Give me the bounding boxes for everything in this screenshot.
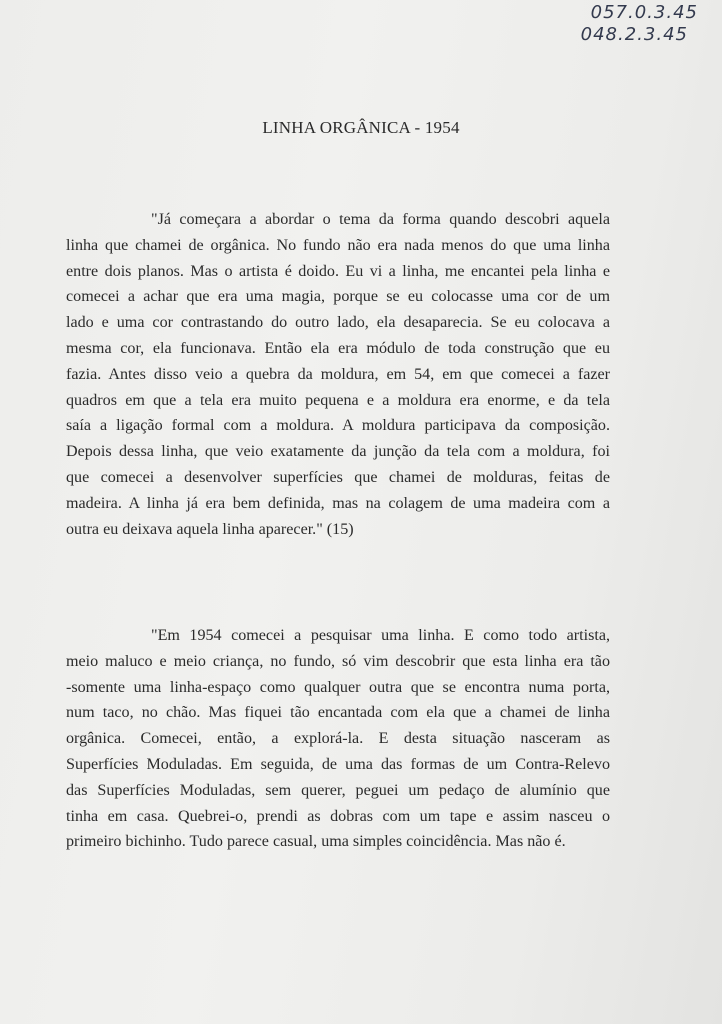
quote-paragraph-1 — [66, 207, 610, 542]
paragraph-line: primeiro bichinho. Tudo parece casual, uma simples coincidência. Mas não é. — [66, 833, 566, 851]
paragraph-line: das Superfícies Moduladas, sem querer, peguei um pedaço de alumínio que — [66, 781, 610, 799]
paragraph-line: "Já começara a abordar o tema da forma quando descobri aquela — [151, 211, 610, 228]
paragraph-line: que comecei a desenvolver superfícies que chamei de molduras, feitas de — [66, 468, 610, 486]
paragraph-line: fazia. Antes disso veio a quebra da moldura, em 54, em que comecei a fazer — [66, 365, 610, 383]
paragraph-line: num taco, no chão. Mas fiquei tão encantada com ela que a chamei de linha — [66, 704, 610, 722]
paragraph-line: mesma cor, ela funcionava. Então ela era módulo de toda construção que eu — [66, 339, 610, 357]
paragraph-line: linha que chamei de orgânica. No fundo não era nada menos do que uma linha — [66, 236, 610, 254]
paragraph-line: lado e uma cor contrastando do outro lado, ela desaparecia. Se eu colocava a — [66, 314, 610, 332]
paragraph-line: Superfícies Moduladas. Em seguida, de uma das formas de um Contra-Relevo — [66, 755, 610, 773]
handwritten-annotation — [580, 2, 698, 46]
annotation-line-2: 048.2.3.45 — [580, 24, 688, 45]
paragraph-line: comecei a achar que era uma magia, porque se eu colocasse uma cor de um — [66, 288, 610, 306]
paragraph-line: meio maluco e meio criança, no fundo, só vim descobrir que esta linha era tão — [66, 652, 610, 670]
paragraph-line: quadros em que a tela era muito pequena e a moldura era enorme, e da tela — [66, 391, 610, 409]
paragraph-line: saía a ligação formal com a moldura. A moldura participava da composição. — [66, 417, 610, 435]
paragraph-line: outra eu deixava aquela linha aparecer." (15) — [66, 520, 354, 538]
page-title: LINHA ORGÂNICA - 1954 — [262, 118, 460, 137]
quote-paragraph-2 — [66, 623, 610, 855]
paragraph-line: orgânica. Comecei, então, a explorá-la. E desta situação nasceram as — [66, 730, 610, 748]
paragraph-line: "Em 1954 comecei a pesquisar uma linha. E como todo artista, — [151, 627, 610, 644]
paragraph-line: -somente uma linha-espaço como qualquer outra que se encontra numa porta, — [66, 678, 610, 696]
paragraph-line: entre dois planos. Mas o artista é doido. Eu vi a linha, me encantei pela linha e — [66, 262, 610, 280]
annotation-line-1: 057.0.3.45 — [590, 2, 698, 23]
paragraph-line: madeira. A linha já era bem definida, mas na colagem de uma madeira com a — [66, 494, 610, 512]
paragraph-line: Depois dessa linha, que veio exatamente da junção da tela com a moldura, foi — [66, 443, 610, 461]
paragraph-line: tinha em casa. Quebrei-o, prendi as dobras com um tape e assim nasceu o — [66, 807, 610, 825]
